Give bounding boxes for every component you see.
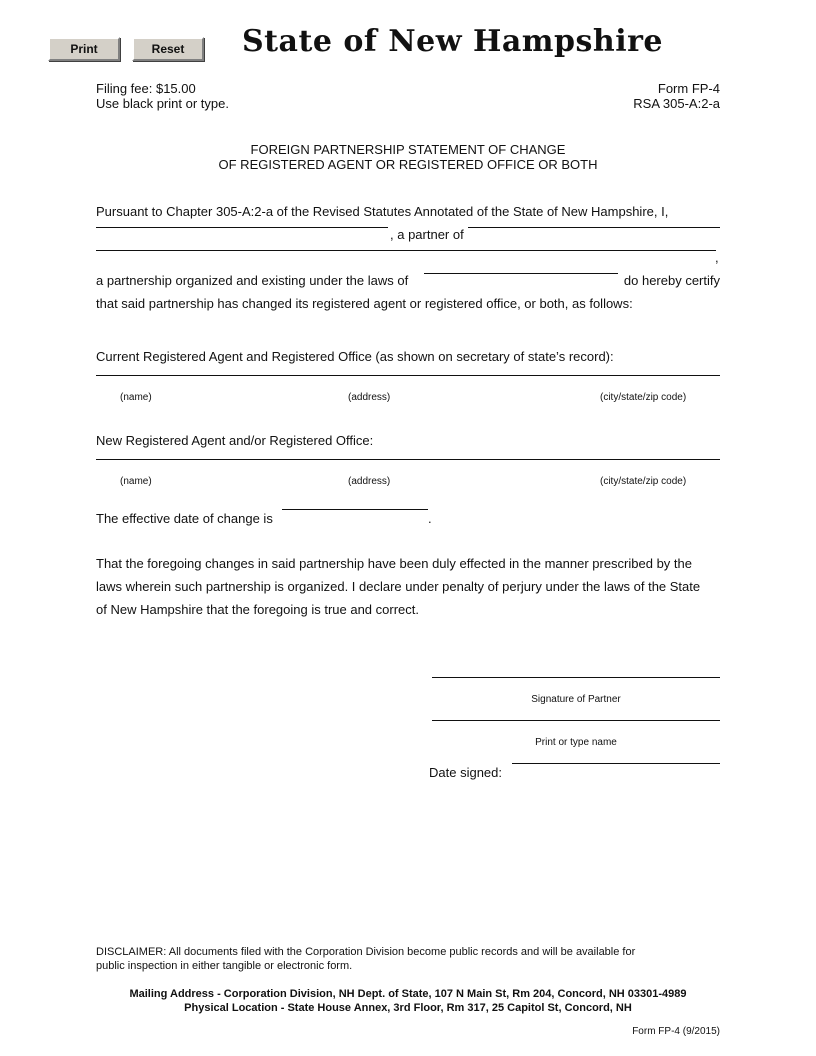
new-name-label: (name): [120, 476, 152, 487]
new-city-label: (city/state/zip code): [600, 476, 687, 487]
filing-fee: Filing fee: $15.00: [96, 81, 196, 96]
partnership-name-field[interactable]: [468, 227, 720, 228]
form-number: Form FP-4: [657, 81, 720, 96]
period-text: .: [428, 511, 432, 526]
declaration-line3: of New Hampshire that the foregoing is true and correct.: [96, 602, 419, 617]
statute-reference: RSA 305-A:2-a: [633, 96, 720, 111]
effective-date-text: The effective date of change is: [96, 511, 273, 526]
organized-suffix-text: do hereby certify: [623, 273, 720, 288]
current-city-label: (city/state/zip code): [600, 392, 687, 403]
new-address-label: (address): [348, 476, 391, 487]
signature-field[interactable]: [432, 677, 720, 678]
date-signed-field[interactable]: [512, 763, 720, 764]
mailing-address: Mailing Address - Corporation Division, NH Dept. of State, 107 N Main St, Rm 204, Concord, NH 03301-4989: [129, 988, 687, 1000]
new-agent-field[interactable]: [96, 459, 720, 460]
new-agent-heading: New Registered Agent and/or Registered Office:: [96, 433, 374, 448]
print-button[interactable]: Print: [48, 37, 120, 61]
current-address-label: (address): [348, 392, 391, 403]
form-title-line1: FOREIGN PARTNERSHIP STATEMENT OF CHANGE: [250, 142, 566, 157]
reset-button[interactable]: Reset: [132, 37, 204, 61]
intro-text: Pursuant to Chapter 305-A:2-a of the Revised Statutes Annotated of the State of New Hampshire, I,: [96, 204, 669, 219]
partner-name-field[interactable]: [96, 227, 388, 228]
current-agent-field[interactable]: [96, 375, 720, 376]
jurisdiction-field[interactable]: [424, 273, 618, 274]
signature-label: Signature of Partner: [531, 694, 621, 705]
changed-statement-text: that said partnership has changed its registered agent or registered office, or both, as follows:: [96, 296, 633, 311]
current-agent-heading: Current Registered Agent and Registered Office (as shown on secretary of state’s record):: [96, 349, 614, 364]
declaration-line1: That the foregoing changes in said partnership have been duly effected in the manner prescribed by the: [96, 556, 692, 571]
form-title-line2: OF REGISTERED AGENT OR REGISTERED OFFICE OR BOTH: [218, 157, 598, 172]
disclaimer-line1: DISCLAIMER: All documents filed with the Corporation Division become public records and will be available for: [96, 946, 636, 958]
form-revision: Form FP-4 (9/2015): [632, 1026, 720, 1037]
page-title: State of New Hampshire: [242, 24, 663, 59]
organized-prefix-text: a partnership organized and existing under the laws of: [96, 273, 409, 288]
date-signed-label: Date signed:: [429, 765, 502, 780]
comma-text: ,: [715, 250, 719, 265]
print-name-label: Print or type name: [535, 737, 617, 748]
declaration-line2: laws wherein such partnership is organized. I declare under penalty of perjury under the laws of the State: [96, 579, 701, 594]
physical-location: Physical Location - State House Annex, 3rd Floor, Rm 317, 25 Capitol St, Concord, NH: [184, 1002, 632, 1014]
instruction-text: Use black print or type.: [96, 96, 229, 111]
print-name-field[interactable]: [432, 720, 720, 721]
current-name-label: (name): [120, 392, 152, 403]
partnership-name-continued-field[interactable]: [96, 250, 716, 251]
effective-date-field[interactable]: [282, 509, 428, 510]
partner-of-text: , a partner of: [390, 227, 464, 242]
disclaimer-line2: public inspection in either tangible or electronic form.: [96, 960, 353, 972]
